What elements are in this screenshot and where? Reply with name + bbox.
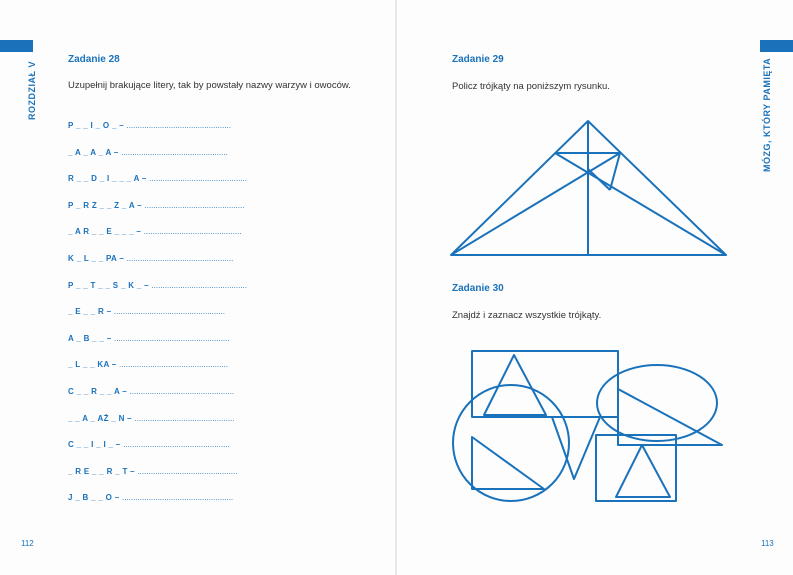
top-rectangle (472, 351, 618, 417)
triangle-puzzle-figure (445, 115, 735, 260)
word-pattern: P _ _ T _ _ S _ K _ – (68, 280, 149, 290)
word-row (68, 334, 230, 343)
task-30-instruction: Znajdź i zaznacz wszystkie trójkąty. (452, 310, 602, 321)
word-pattern: _ E _ _ R – (68, 307, 112, 317)
answer-line[interactable]: ............................................. (144, 200, 245, 210)
word-row (68, 121, 231, 130)
word-pattern: _ L _ _ KA – (68, 360, 117, 370)
page-number-left: 112 (21, 539, 34, 548)
triangle-in-bottom-rectangle (616, 445, 670, 497)
ellipse (597, 365, 717, 441)
triangle-in-ellipse (618, 389, 722, 445)
task-28-instruction: Uzupełnij brakujące litery, tak by powstały nazwy warzyw i owoców. (68, 80, 351, 91)
answer-line[interactable]: ................................................ (121, 147, 228, 157)
answer-line[interactable]: ................................................. (119, 360, 228, 370)
task-30-title: Zadanie 30 (452, 283, 504, 294)
chapter-tab-left (0, 40, 33, 52)
triangle-in-circle (472, 437, 544, 489)
word-pattern: P _ R Z _ _ Z _ A – (68, 200, 142, 210)
answer-line[interactable]: ............................................... (126, 121, 231, 130)
answer-line[interactable]: ............................................... (129, 387, 235, 396)
shapes-puzzle-figure (448, 345, 728, 510)
word-row (68, 387, 234, 396)
word-row (68, 360, 228, 369)
chapter-tab-right (760, 40, 793, 52)
word-row (68, 440, 230, 449)
answer-line[interactable]: ........................................... (151, 280, 247, 290)
answer-line[interactable]: ................................................ (123, 440, 230, 450)
chapter-side-label-right: MÓZG, KTÓRY PAMIĘTA (762, 57, 772, 172)
word-row (68, 201, 244, 210)
answer-line[interactable]: ............................................. (137, 466, 238, 476)
word-pattern: _ _ A _ AŻ _ N – (68, 413, 132, 423)
word-pattern: _ A _ A _ A – (68, 147, 119, 157)
word-row (68, 414, 235, 423)
large-circle (453, 385, 569, 501)
word-row (68, 307, 225, 316)
word-row (68, 493, 233, 502)
word-row (68, 254, 233, 263)
answer-line[interactable]: .................................................... (114, 333, 230, 343)
word-pattern: K _ L _ _ PA – (68, 254, 125, 263)
word-row (68, 467, 237, 476)
task-29-instruction: Policz trójkąty na poniższym rysunku. (452, 81, 610, 92)
word-pattern: R _ _ D _ I _ _ _ A – (68, 174, 147, 184)
task-29-title: Zadanie 29 (452, 54, 504, 65)
task-28-title: Zadanie 28 (68, 54, 120, 65)
answer-line[interactable]: .................................................. (113, 307, 225, 317)
chapter-side-label-left: ROZDZIAŁ V (27, 61, 37, 120)
answer-line[interactable]: ................................................ (126, 254, 234, 263)
word-row (68, 281, 247, 290)
word-row (68, 148, 228, 157)
book-spine (395, 0, 397, 575)
word-pattern: J _ B _ _ O – (68, 493, 120, 503)
word-row (68, 227, 241, 236)
word-pattern: _ R E _ _ R _ T – (68, 466, 135, 476)
word-pattern: A _ B _ _ – (68, 333, 112, 343)
word-pattern: C _ _ I _ I _ – (68, 440, 121, 450)
word-pattern: C _ _ R _ _ A – (68, 387, 128, 396)
answer-line[interactable]: ............................................ (143, 227, 242, 237)
answer-line[interactable]: .................................................. (122, 493, 234, 503)
word-row (68, 174, 247, 183)
word-pattern: _ A R _ _ E _ _ _ – (68, 227, 142, 237)
inverted-triangle (552, 417, 600, 479)
answer-line[interactable]: ............................................ (149, 174, 247, 184)
page-number-right: 113 (761, 539, 774, 548)
word-pattern: P _ _ I _ O _ – (68, 121, 124, 130)
answer-line[interactable]: ............................................. (134, 413, 235, 423)
